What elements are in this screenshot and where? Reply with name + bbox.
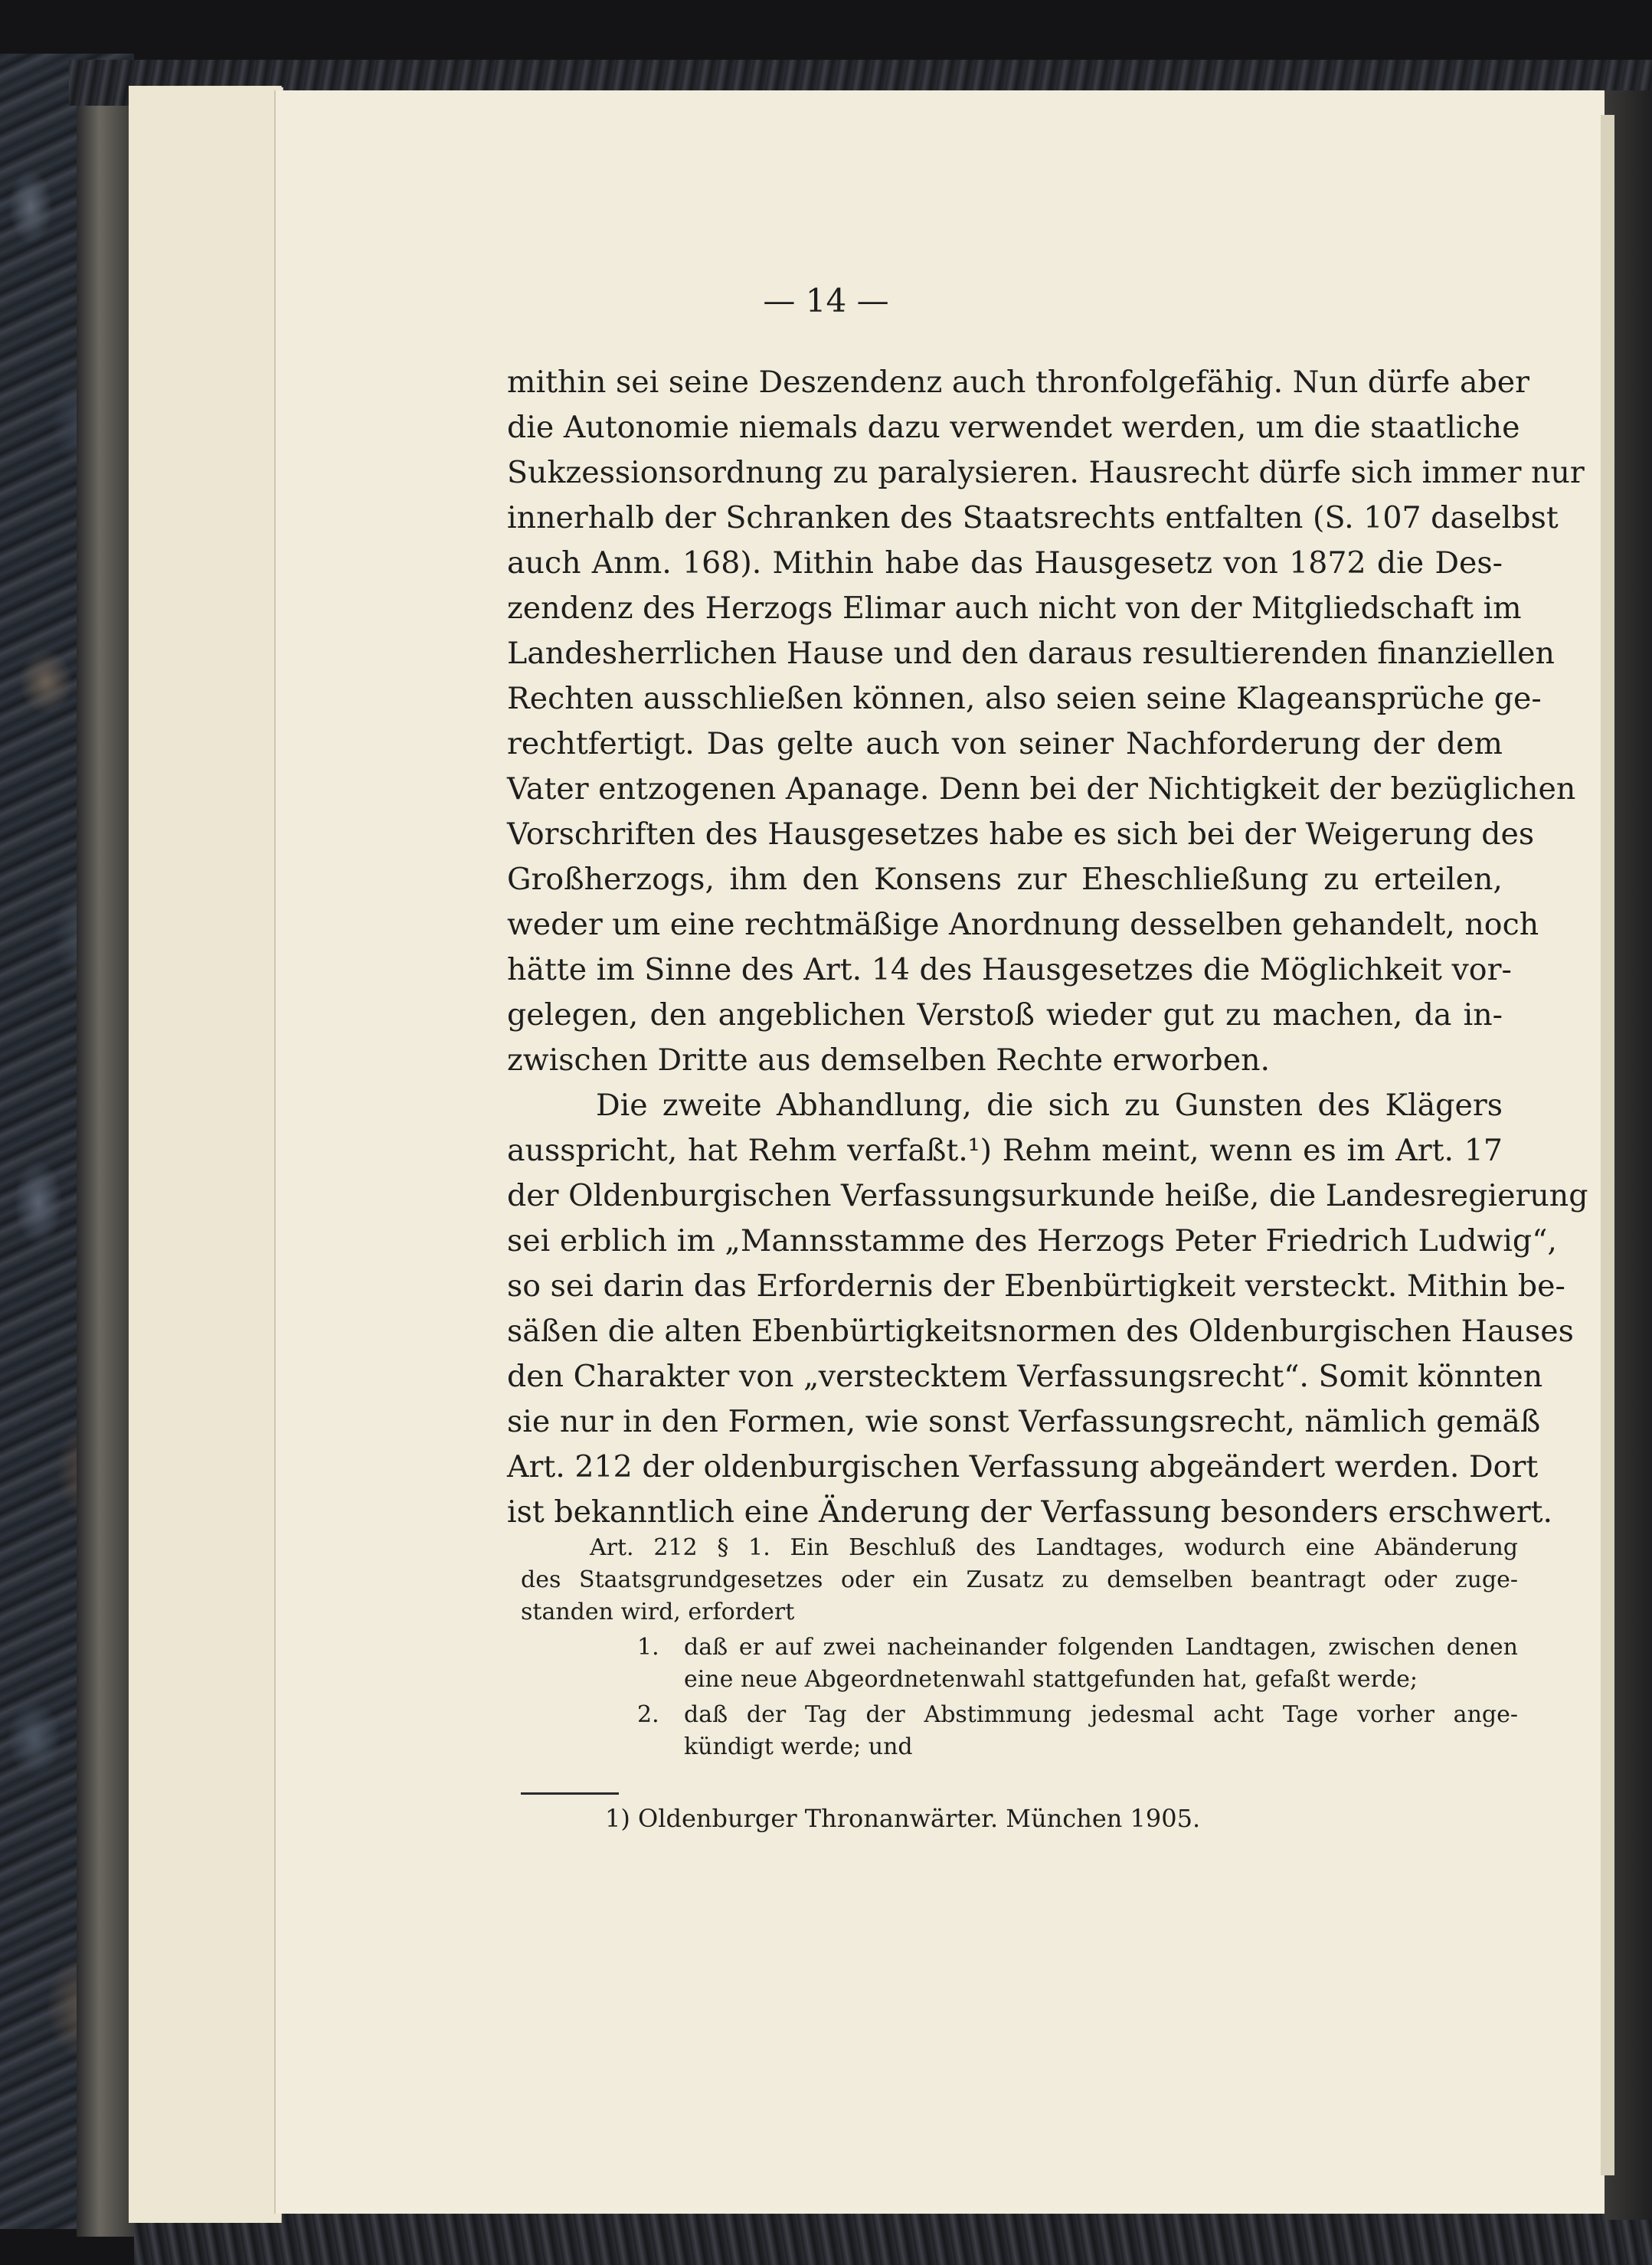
body-line: Vater entzogenen Apanage. Denn bei der Nichtigkeit der bezüglichen	[507, 771, 1576, 807]
body-line: mithin sei seine Deszendenz auch thronfolgefähig. Nun dürfe aber	[507, 365, 1530, 400]
article-item-line: daß er auf zwei nacheinander folgenden Landtagen, zwischen denen	[684, 1634, 1518, 1661]
footnote-rule	[521, 1792, 619, 1795]
body-line: säßen die alten Ebenbürtigkeitsnormen des Oldenburgischen Hauses	[507, 1314, 1574, 1349]
body-line: rechtfertigt. Das gelte auch von seiner Nachforderung der dem	[507, 726, 1503, 761]
body-line: innerhalb der Schranken des Staatsrechts entfalten (S. 107 daselbst	[507, 500, 1559, 535]
article-item-line: kündigt werde; und	[684, 1733, 913, 1760]
body-line: weder um eine rechtmäßige Anordnung desselben gehandelt, noch	[507, 907, 1539, 942]
body-line: sei erblich im „Mannsstamme des Herzogs Peter Friedrich Ludwig“,	[507, 1223, 1557, 1259]
article-line: Art. 212 § 1. Ein Beschluß des Landtages, wodurch eine Abänderung	[590, 1534, 1518, 1561]
body-line: ausspricht, hat Rehm verfaßt.¹) Rehm meint, wenn es im Art. 17	[507, 1133, 1503, 1168]
body-line: Sukzessionsordnung zu paralysieren. Hausrecht dürfe sich immer nur	[507, 455, 1585, 490]
body-line: ist bekanntlich eine Änderung der Verfassung besonders erschwert.	[507, 1494, 1553, 1530]
body-line: Rechten ausschließen können, also seien seine Klageansprüche ge-	[507, 681, 1542, 716]
body-line: Großherzogs, ihm den Konsens zur Eheschließung zu erteilen,	[507, 862, 1503, 897]
article-line: des Staatsgrundgesetzes oder ein Zusatz zu demselben beantragt oder zuge-	[521, 1566, 1518, 1593]
body-line: hätte im Sinne des Art. 14 des Hausgesetzes die Möglichkeit vor-	[507, 952, 1512, 987]
body-line: Art. 212 der oldenburgischen Verfassung abgeändert werden. Dort	[507, 1449, 1539, 1484]
article-item-number: 1.	[637, 1634, 659, 1661]
footnote: 1) Oldenburger Thronanwärter. München 1905.	[605, 1804, 1201, 1833]
body-line: so sei darin das Erfordernis der Ebenbürtigkeit versteckt. Mithin be-	[507, 1268, 1565, 1304]
body-line: die Autonomie niemals dazu verwendet werden, um die staatliche	[507, 410, 1520, 445]
book-spine-edge	[77, 65, 134, 2237]
body-line: Vorschriften des Hausgesetzes habe es sich bei der Weigerung des	[507, 817, 1535, 852]
body-line: den Charakter von „verstecktem Verfassungsrecht“. Somit könnten	[507, 1359, 1543, 1394]
body-line: auch Anm. 168). Mithin habe das Hausgesetz von 1872 die Des-	[507, 545, 1503, 581]
article-line: standen wird, erfordert	[521, 1599, 795, 1625]
body-line: Landesherrlichen Hause und den daraus resultierenden finanziellen	[507, 636, 1555, 671]
body-line: Die zweite Abhandlung, die sich zu Gunsten des Klägers	[596, 1088, 1503, 1123]
body-line: sie nur in den Formen, wie sonst Verfassungsrecht, nämlich gemäß	[507, 1404, 1541, 1439]
body-line: zendenz des Herzogs Elimar auch nicht von der Mitgliedschaft im	[507, 591, 1522, 626]
article-item-line: daß der Tag der Abstimmung jedesmal acht Tage vorher ange-	[684, 1701, 1518, 1728]
article-item-line: eine neue Abgeordnetenwahl stattgefunden hat, gefaßt werde;	[684, 1666, 1418, 1693]
page-number: — 14 —	[763, 282, 889, 319]
page-right-edge	[1601, 115, 1614, 2175]
article-item-number: 2.	[637, 1701, 659, 1728]
body-line: gelegen, den angeblichen Verstoß wieder gut zu machen, da in-	[507, 997, 1503, 1033]
body-line: zwischen Dritte aus demselben Rechte erworben.	[507, 1042, 1271, 1078]
body-line: der Oldenburgischen Verfassungsurkunde heiße, die Landesregierung	[507, 1178, 1588, 1213]
